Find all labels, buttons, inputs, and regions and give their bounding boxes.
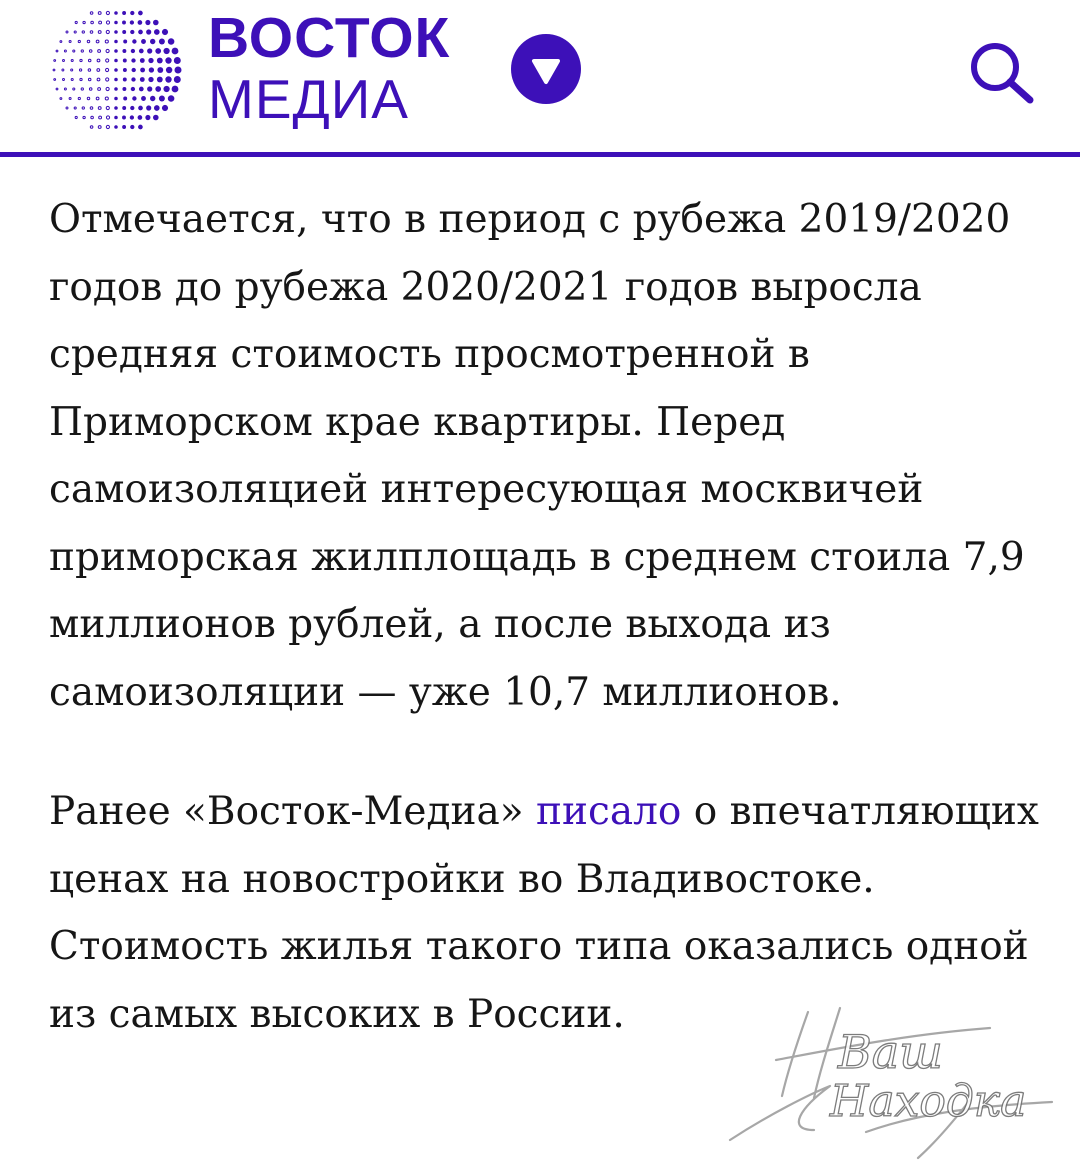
- watermark-line2: Находка: [830, 1076, 1027, 1127]
- header-divider: [0, 152, 1080, 157]
- logo-subtitle: МЕДИА: [208, 68, 409, 130]
- paragraph-text: о впечатляющих ценах на новостройки во Владивостоке. Стоимость жилья такого типа оказались одной из самых высоких в России.: [49, 789, 1039, 1037]
- article-link[interactable]: писало: [536, 789, 682, 834]
- article-body: [49, 186, 1049, 1048]
- chevron-down-icon: [511, 34, 581, 104]
- logo-title: ВОСТОК: [208, 6, 451, 70]
- search-icon: [962, 36, 1040, 108]
- watermark-line1: Ваш: [838, 1025, 943, 1079]
- logo-dots-icon: [44, 2, 194, 138]
- site-header: [0, 0, 1080, 152]
- article-paragraph: [49, 778, 1049, 1048]
- menu-toggle-button[interactable]: [511, 34, 581, 104]
- site-logo[interactable]: [44, 2, 484, 138]
- paragraph-text: Ранее «Восток-Медиа»: [49, 789, 537, 834]
- logo-text: [208, 6, 451, 130]
- article-paragraph: Отмечается, что в период с рубежа 2019/2020 годов до рубежа 2020/2021 годов выросла средняя стоимость просмотренной в Приморском крае квартиры. Перед самоизоляцией интересующая москвичей приморская жилплощадь в среднем стоила 7,9 миллионов рублей, а после выхода из самоизоляции — уже 10,7 миллионов.: [49, 197, 1025, 715]
- search-button[interactable]: [962, 36, 1040, 108]
